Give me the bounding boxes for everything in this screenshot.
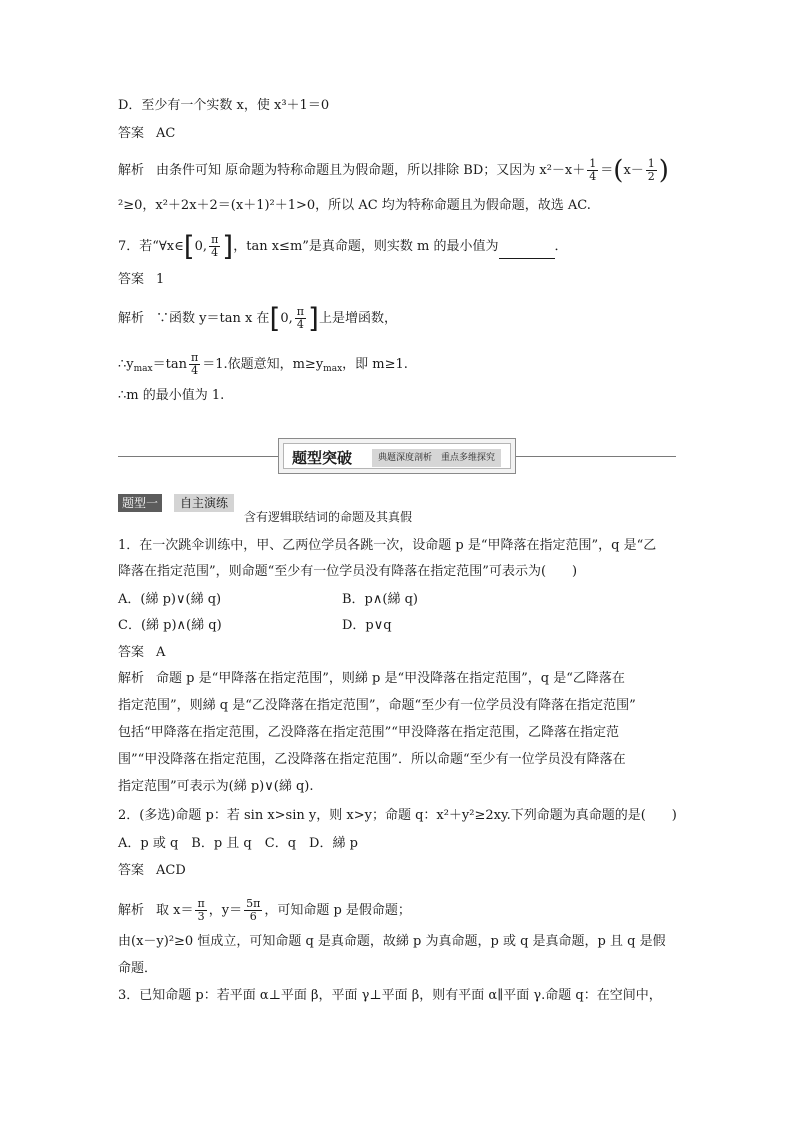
fraction-pi-quarter: $\frac{\pi}{4}$ bbox=[296, 305, 305, 331]
analysis-text: 命题 p 是“甲降落在指定范围”，则綈 p 是“甲没降落在指定范围”，q 是“乙降落在 bbox=[156, 671, 625, 686]
type-tag: 自主演练 bbox=[174, 494, 234, 512]
analysis-text: ∵函数 y＝tan x 在 bbox=[156, 311, 270, 326]
answer-value: A bbox=[156, 645, 166, 660]
answer-value: 1 bbox=[156, 272, 165, 287]
q2-analysis-3: 命题． bbox=[118, 961, 158, 976]
divider-right bbox=[516, 456, 676, 457]
left-bracket: [ bbox=[269, 301, 281, 335]
q7-analysis-2 bbox=[118, 352, 408, 379]
fraction-one-quarter: $\frac{1}{4}$ bbox=[589, 157, 597, 183]
answer-line-prev bbox=[118, 124, 175, 144]
x-minus: x－ bbox=[623, 163, 644, 178]
q1-analysis-2: 指定范围”，则綈 q 是“乙没降落在指定范围”，命题“至少有一位学员没有降落在指定范围” bbox=[118, 698, 636, 713]
answer-label: 答案 bbox=[118, 126, 145, 141]
type-topic: 含有逻辑联结词的命题及其真假 bbox=[244, 510, 413, 524]
analysis-line-prev-1 bbox=[118, 155, 669, 186]
q1-analysis-3: 包括“甲降落在指定范围，乙没降落在指定范围”“甲没降落在指定范围，乙降落在指定范 bbox=[118, 725, 619, 740]
q1-option-b: B．p∧(綈 q) bbox=[342, 592, 418, 607]
q1-option-c: C．(綈 p)∧(綈 q) bbox=[118, 618, 222, 633]
analysis-line-prev-2: ²≥0，x²＋2x＋2＝(x＋1)²＋1>0，所以 AC 均为特称命题且为假命题，故选 AC. bbox=[118, 198, 591, 213]
q3-line-1: 3．已知命题 p：若平面 α⊥平面 β，平面 γ⊥平面 β，则有平面 α∥平面 γ.命题 q：在空间中， bbox=[118, 988, 662, 1003]
q1-option-a: A．(綈 p)∨(綈 q) bbox=[118, 592, 222, 607]
right-bracket: ] bbox=[308, 301, 319, 335]
q2-analysis-1 bbox=[118, 898, 411, 923]
q2-line-1: 2．(多选)命题 p：若 sin x>sin y，则 x>y；命题 q：x²＋y²≥2xy.下列命题为真命题的是( ) bbox=[118, 808, 677, 823]
ymax-label: ∴y bbox=[118, 357, 134, 372]
q1-line-2: 降落在指定范围”，则命题“至少有一位学员没有降落在指定范围”可表示为( ) bbox=[118, 564, 578, 579]
analysis-text: 上是增函数， bbox=[318, 311, 397, 326]
fraction-pi-quarter: $\frac{\pi}{4}$ bbox=[211, 233, 219, 259]
q1-line-1: 1．在一次跳伞训练中，甲、乙两位学员各跳一次，设命题 p 是“甲降落在指定范围”，q 是“乙 bbox=[118, 538, 657, 553]
type-label: 题型一 bbox=[118, 494, 162, 512]
banner-title: 题型突破 bbox=[292, 449, 353, 467]
right-bracket: ] bbox=[222, 229, 234, 263]
q7-suffix: ，tan x≤m”是真命题，则实数 m 的最小值为 bbox=[233, 239, 499, 254]
q7-answer-line bbox=[118, 270, 164, 290]
section-banner bbox=[278, 438, 516, 474]
banner-frame bbox=[283, 443, 511, 469]
q2-answer-line bbox=[118, 861, 186, 881]
q7-analysis-1 bbox=[118, 301, 397, 335]
q1-analysis-1 bbox=[118, 669, 625, 689]
analysis-label: 解析 bbox=[118, 311, 145, 326]
fraction-one-half: $\frac{1}{2}$ bbox=[647, 157, 655, 183]
option-d-text: D．至少有一个实数 x，使 x³＋1＝0 bbox=[118, 98, 330, 113]
answer-blank bbox=[499, 244, 555, 259]
fraction-pi-quarter: $\frac{\pi}{4}$ bbox=[190, 351, 199, 377]
q1-answer-line bbox=[118, 643, 165, 663]
ymax-sub: max bbox=[133, 364, 153, 374]
analysis-label: 解析 bbox=[118, 671, 145, 686]
analysis-text: ，可知命题 p 是假命题； bbox=[264, 903, 411, 918]
analysis-text: 取 x＝ bbox=[156, 903, 194, 918]
answer-value: ACD bbox=[156, 863, 186, 878]
answer-label: 答案 bbox=[118, 272, 145, 287]
q1-option-d: D．p∨q bbox=[342, 618, 392, 633]
analysis-text: ，y＝ bbox=[208, 903, 243, 918]
analysis-text: ＝1.依题意知，m≥y bbox=[202, 357, 324, 372]
q1-options-row-1 bbox=[118, 590, 221, 610]
banner-subtitle: 典题深度剖析 重点多维探究 bbox=[372, 449, 501, 467]
q1-analysis-5: 指定范围”可表示为(綈 p)∨(綈 q). bbox=[118, 779, 314, 794]
analysis-label: 解析 bbox=[118, 163, 145, 178]
left-bracket: [ bbox=[183, 229, 195, 263]
analysis-text: 由条件可知 原命题为特称命题且为假命题，所以排除 BD；又因为 x²－x＋ bbox=[156, 163, 586, 178]
right-paren: ) bbox=[658, 155, 669, 186]
tan-text: ＝tan bbox=[152, 357, 187, 372]
fraction-pi-third: $\frac{\pi}{3}$ bbox=[197, 897, 205, 923]
question-7 bbox=[118, 229, 568, 263]
divider-left bbox=[118, 456, 278, 457]
left-paren: ( bbox=[613, 155, 624, 186]
analysis-text: ，即 m≥1. bbox=[342, 357, 408, 372]
q7-prefix: 7．若“∀x∈ bbox=[118, 239, 184, 254]
q2-options: A．p 或 q B．p 且 q C．q D．綈 p bbox=[118, 836, 358, 851]
interval-start: 0, bbox=[194, 239, 208, 254]
fraction-five-pi-sixth: $\frac{5\pi}{6}$ bbox=[246, 897, 261, 923]
answer-value: AC bbox=[156, 126, 176, 141]
q7-end: ． bbox=[554, 239, 568, 254]
answer-label: 答案 bbox=[118, 645, 145, 660]
ymax-sub: max bbox=[323, 364, 343, 374]
equals-sign: ＝ bbox=[600, 163, 614, 178]
analysis-label: 解析 bbox=[118, 903, 145, 918]
interval-start: 0, bbox=[280, 311, 293, 326]
answer-label: 答案 bbox=[118, 863, 145, 878]
q7-analysis-3: ∴m 的最小值为 1. bbox=[118, 388, 225, 403]
q1-analysis-4: 围”“甲没降落在指定范围，乙没降落在指定范围”．所以命题“至少有一位学员没有降落在 bbox=[118, 752, 626, 767]
q2-analysis-2: 由(x－y)²≥0 恒成立，可知命题 q 是真命题，故綈 p 为真命题，p 或 q 是真命题，p 且 q 是假 bbox=[118, 934, 666, 949]
